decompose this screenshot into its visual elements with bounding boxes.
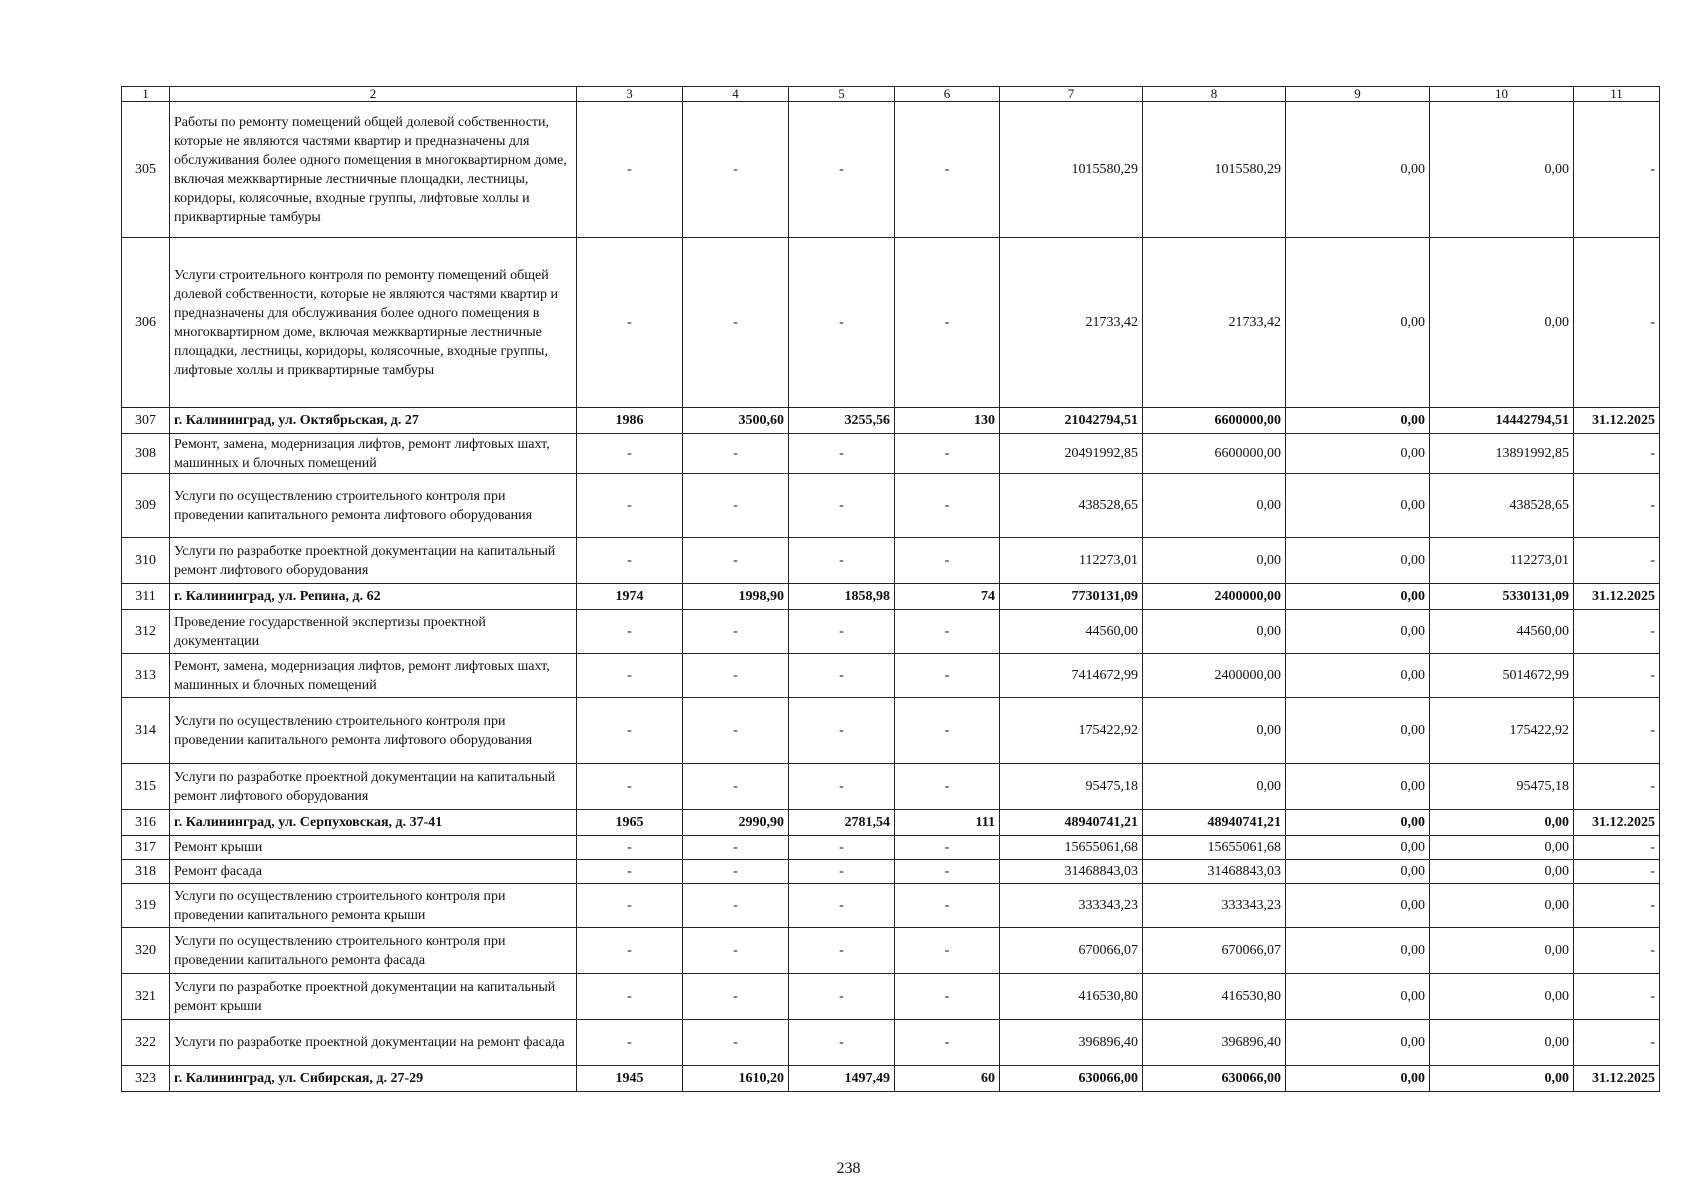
total-cost: 112273,01 <box>1000 538 1143 584</box>
completion-date: - <box>1574 764 1660 810</box>
work-description: Услуги по осуществлению строительного контроля при проведении капитального ремонта лифтового оборудования <box>170 474 577 538</box>
cost-budget: 0,00 <box>1286 538 1430 584</box>
work-description: Услуги по осуществлению строительного контроля при проведении капитального ремонта лифтового оборудования <box>170 698 577 764</box>
residents-count: - <box>895 884 1000 928</box>
row-number: 310 <box>122 538 170 584</box>
residents-count: - <box>895 974 1000 1020</box>
column-number: 7 <box>1000 87 1143 102</box>
cost-budget: 0,00 <box>1286 836 1430 860</box>
cost-fund: 15655061,68 <box>1143 836 1286 860</box>
completion-date: 31.12.2025 <box>1574 1066 1660 1092</box>
work-description: г. Калининград, ул. Октябрьская, д. 27 <box>170 408 577 434</box>
work-item-row <box>122 884 1660 928</box>
cost-other: 112273,01 <box>1430 538 1574 584</box>
living-area: - <box>789 238 895 408</box>
cost-budget: 0,00 <box>1286 810 1430 836</box>
residents-count: - <box>895 434 1000 474</box>
work-item-row <box>122 836 1660 860</box>
work-item-row <box>122 764 1660 810</box>
row-number: 323 <box>122 1066 170 1092</box>
cost-budget: 0,00 <box>1286 1066 1430 1092</box>
total-area: - <box>683 102 789 238</box>
work-description: Работы по ремонту помещений общей долевой собственности, которые не являются частями квартир и предназначены для обслуживания более одного помещения в многоквартирном доме, включая межквартирные лестничные площадки, лестницы, коридоры, колясочные, входные группы, лифтовые холлы и приквартирные тамбуры <box>170 102 577 238</box>
living-area: 3255,56 <box>789 408 895 434</box>
work-item-row <box>122 974 1660 1020</box>
living-area: 1497,49 <box>789 1066 895 1092</box>
column-number-row <box>122 87 1660 102</box>
cost-fund: 1015580,29 <box>1143 102 1286 238</box>
residents-count: - <box>895 764 1000 810</box>
work-description: Услуги по осуществлению строительного контроля при проведении капитального ремонта крыши <box>170 884 577 928</box>
row-number: 313 <box>122 654 170 698</box>
row-number: 312 <box>122 610 170 654</box>
column-number: 5 <box>789 87 895 102</box>
total-cost: 396896,40 <box>1000 1020 1143 1066</box>
cost-budget: 0,00 <box>1286 434 1430 474</box>
column-number: 11 <box>1574 87 1660 102</box>
total-cost: 7730131,09 <box>1000 584 1143 610</box>
work-description: Ремонт крыши <box>170 836 577 860</box>
residents-count: - <box>895 836 1000 860</box>
year-built: - <box>577 238 683 408</box>
work-description: Услуги по разработке проектной документации на капитальный ремонт лифтового оборудования <box>170 764 577 810</box>
cost-budget: 0,00 <box>1286 860 1430 884</box>
living-area: - <box>789 434 895 474</box>
cost-other: 5330131,09 <box>1430 584 1574 610</box>
residents-count: 130 <box>895 408 1000 434</box>
cost-other: 0,00 <box>1430 810 1574 836</box>
residents-count: - <box>895 238 1000 408</box>
total-cost: 15655061,68 <box>1000 836 1143 860</box>
work-item-row <box>122 434 1660 474</box>
cost-fund: 670066,07 <box>1143 928 1286 974</box>
column-number: 3 <box>577 87 683 102</box>
cost-fund: 6600000,00 <box>1143 408 1286 434</box>
cost-fund: 0,00 <box>1143 764 1286 810</box>
total-cost: 670066,07 <box>1000 928 1143 974</box>
total-area: - <box>683 1020 789 1066</box>
total-cost: 31468843,03 <box>1000 860 1143 884</box>
living-area: - <box>789 764 895 810</box>
work-description: Услуги по разработке проектной документации на капитальный ремонт крыши <box>170 974 577 1020</box>
cost-other: 175422,92 <box>1430 698 1574 764</box>
cost-other: 14442794,51 <box>1430 408 1574 434</box>
row-number: 321 <box>122 974 170 1020</box>
cost-fund: 416530,80 <box>1143 974 1286 1020</box>
row-number: 305 <box>122 102 170 238</box>
living-area: - <box>789 974 895 1020</box>
total-cost: 438528,65 <box>1000 474 1143 538</box>
residents-count: - <box>895 610 1000 654</box>
column-number: 8 <box>1143 87 1286 102</box>
building-row <box>122 810 1660 836</box>
row-number: 320 <box>122 928 170 974</box>
building-row <box>122 408 1660 434</box>
work-description: Услуги по разработке проектной документации на ремонт фасада <box>170 1020 577 1066</box>
total-area: - <box>683 884 789 928</box>
total-cost: 48940741,21 <box>1000 810 1143 836</box>
cost-fund: 333343,23 <box>1143 884 1286 928</box>
total-cost: 175422,92 <box>1000 698 1143 764</box>
row-number: 318 <box>122 860 170 884</box>
cost-fund: 21733,42 <box>1143 238 1286 408</box>
total-cost: 1015580,29 <box>1000 102 1143 238</box>
work-item-row <box>122 928 1660 974</box>
completion-date: - <box>1574 1020 1660 1066</box>
total-cost: 21733,42 <box>1000 238 1143 408</box>
living-area: - <box>789 698 895 764</box>
work-item-row <box>122 102 1660 238</box>
completion-date: - <box>1574 538 1660 584</box>
row-number: 311 <box>122 584 170 610</box>
cost-fund: 2400000,00 <box>1143 654 1286 698</box>
column-number: 10 <box>1430 87 1574 102</box>
row-number: 308 <box>122 434 170 474</box>
cost-other: 0,00 <box>1430 860 1574 884</box>
cost-fund: 0,00 <box>1143 538 1286 584</box>
completion-date: - <box>1574 974 1660 1020</box>
cost-budget: 0,00 <box>1286 764 1430 810</box>
living-area: - <box>789 1020 895 1066</box>
living-area: - <box>789 474 895 538</box>
completion-date: - <box>1574 434 1660 474</box>
cost-fund: 396896,40 <box>1143 1020 1286 1066</box>
column-number: 6 <box>895 87 1000 102</box>
work-description: Ремонт, замена, модернизация лифтов, ремонт лифтовых шахт, машинных и блочных помещений <box>170 434 577 474</box>
row-number: 316 <box>122 810 170 836</box>
completion-date: - <box>1574 928 1660 974</box>
cost-budget: 0,00 <box>1286 610 1430 654</box>
completion-date: - <box>1574 474 1660 538</box>
year-built: 1965 <box>577 810 683 836</box>
residents-count: - <box>895 1020 1000 1066</box>
building-row <box>122 1066 1660 1092</box>
total-cost: 44560,00 <box>1000 610 1143 654</box>
cost-budget: 0,00 <box>1286 102 1430 238</box>
completion-date: - <box>1574 860 1660 884</box>
year-built: - <box>577 698 683 764</box>
completion-date: - <box>1574 238 1660 408</box>
cost-fund: 31468843,03 <box>1143 860 1286 884</box>
column-number: 2 <box>170 87 577 102</box>
row-number: 307 <box>122 408 170 434</box>
cost-budget: 0,00 <box>1286 884 1430 928</box>
total-cost: 630066,00 <box>1000 1066 1143 1092</box>
living-area: - <box>789 836 895 860</box>
work-description: г. Калининград, ул. Репина, д. 62 <box>170 584 577 610</box>
cost-budget: 0,00 <box>1286 238 1430 408</box>
living-area: - <box>789 860 895 884</box>
total-area: 2990,90 <box>683 810 789 836</box>
total-cost: 333343,23 <box>1000 884 1143 928</box>
living-area: - <box>789 884 895 928</box>
work-description: Ремонт фасада <box>170 860 577 884</box>
cost-budget: 0,00 <box>1286 408 1430 434</box>
total-area: - <box>683 928 789 974</box>
total-cost: 416530,80 <box>1000 974 1143 1020</box>
column-number: 1 <box>122 87 170 102</box>
work-item-row <box>122 698 1660 764</box>
total-area: - <box>683 474 789 538</box>
year-built: - <box>577 764 683 810</box>
residents-count: - <box>895 860 1000 884</box>
cost-other: 0,00 <box>1430 884 1574 928</box>
work-item-row <box>122 474 1660 538</box>
row-number: 309 <box>122 474 170 538</box>
total-area: 3500,60 <box>683 408 789 434</box>
cost-budget: 0,00 <box>1286 928 1430 974</box>
total-area: - <box>683 434 789 474</box>
total-area: - <box>683 654 789 698</box>
work-item-row <box>122 238 1660 408</box>
total-area: 1998,90 <box>683 584 789 610</box>
residents-count: 60 <box>895 1066 1000 1092</box>
residents-count: 111 <box>895 810 1000 836</box>
living-area: - <box>789 102 895 238</box>
work-description: Проведение государственной экспертизы проектной документации <box>170 610 577 654</box>
building-row <box>122 584 1660 610</box>
total-area: - <box>683 538 789 584</box>
page-number: 238 <box>836 1160 861 1177</box>
completion-date: - <box>1574 654 1660 698</box>
work-item-row <box>122 610 1660 654</box>
living-area: - <box>789 538 895 584</box>
year-built: 1945 <box>577 1066 683 1092</box>
cost-budget: 0,00 <box>1286 654 1430 698</box>
living-area: - <box>789 610 895 654</box>
cost-fund: 2400000,00 <box>1143 584 1286 610</box>
cost-other: 44560,00 <box>1430 610 1574 654</box>
cost-fund: 0,00 <box>1143 610 1286 654</box>
total-area: - <box>683 974 789 1020</box>
work-description: Услуги по разработке проектной документации на капитальный ремонт лифтового оборудования <box>170 538 577 584</box>
year-built: 1974 <box>577 584 683 610</box>
cost-fund: 48940741,21 <box>1143 810 1286 836</box>
row-number: 322 <box>122 1020 170 1066</box>
work-item-row <box>122 860 1660 884</box>
year-built: - <box>577 884 683 928</box>
total-cost: 20491992,85 <box>1000 434 1143 474</box>
total-area: - <box>683 764 789 810</box>
cost-other: 0,00 <box>1430 102 1574 238</box>
row-number: 315 <box>122 764 170 810</box>
work-description: Ремонт, замена, модернизация лифтов, ремонт лифтовых шахт, машинных и блочных помещений <box>170 654 577 698</box>
cost-other: 438528,65 <box>1430 474 1574 538</box>
cost-budget: 0,00 <box>1286 698 1430 764</box>
work-description: Услуги по осуществлению строительного контроля при проведении капитального ремонта фасада <box>170 928 577 974</box>
completion-date: 31.12.2025 <box>1574 584 1660 610</box>
completion-date: 31.12.2025 <box>1574 810 1660 836</box>
cost-budget: 0,00 <box>1286 474 1430 538</box>
year-built: - <box>577 610 683 654</box>
cost-fund: 0,00 <box>1143 474 1286 538</box>
cost-fund: 0,00 <box>1143 698 1286 764</box>
work-description: г. Калининград, ул. Серпуховская, д. 37-41 <box>170 810 577 836</box>
year-built: - <box>577 102 683 238</box>
work-item-row <box>122 654 1660 698</box>
total-cost: 7414672,99 <box>1000 654 1143 698</box>
year-built: - <box>577 654 683 698</box>
year-built: - <box>577 836 683 860</box>
residents-count: 74 <box>895 584 1000 610</box>
year-built: - <box>577 474 683 538</box>
cost-other: 0,00 <box>1430 836 1574 860</box>
cost-other: 0,00 <box>1430 238 1574 408</box>
work-item-row <box>122 1020 1660 1066</box>
year-built: - <box>577 974 683 1020</box>
residents-count: - <box>895 102 1000 238</box>
living-area: 2781,54 <box>789 810 895 836</box>
year-built: - <box>577 860 683 884</box>
row-number: 319 <box>122 884 170 928</box>
year-built: - <box>577 538 683 584</box>
residents-count: - <box>895 698 1000 764</box>
total-area: - <box>683 698 789 764</box>
row-number: 317 <box>122 836 170 860</box>
cost-other: 95475,18 <box>1430 764 1574 810</box>
cost-other: 0,00 <box>1430 1066 1574 1092</box>
completion-date: - <box>1574 884 1660 928</box>
completion-date: - <box>1574 836 1660 860</box>
year-built: - <box>577 434 683 474</box>
total-area: - <box>683 238 789 408</box>
cost-budget: 0,00 <box>1286 1020 1430 1066</box>
completion-date: - <box>1574 698 1660 764</box>
residents-count: - <box>895 474 1000 538</box>
row-number: 314 <box>122 698 170 764</box>
residents-count: - <box>895 654 1000 698</box>
total-cost: 21042794,51 <box>1000 408 1143 434</box>
total-area: - <box>683 836 789 860</box>
completion-date: 31.12.2025 <box>1574 408 1660 434</box>
completion-date: - <box>1574 610 1660 654</box>
column-number: 9 <box>1286 87 1430 102</box>
cost-fund: 6600000,00 <box>1143 434 1286 474</box>
cost-budget: 0,00 <box>1286 974 1430 1020</box>
living-area: 1858,98 <box>789 584 895 610</box>
column-number: 4 <box>683 87 789 102</box>
cost-other: 13891992,85 <box>1430 434 1574 474</box>
year-built: - <box>577 928 683 974</box>
work-item-row <box>122 538 1660 584</box>
cost-other: 5014672,99 <box>1430 654 1574 698</box>
year-built: - <box>577 1020 683 1066</box>
total-area: - <box>683 860 789 884</box>
year-built: 1986 <box>577 408 683 434</box>
residents-count: - <box>895 538 1000 584</box>
cost-other: 0,00 <box>1430 1020 1574 1066</box>
cost-budget: 0,00 <box>1286 584 1430 610</box>
cost-other: 0,00 <box>1430 974 1574 1020</box>
total-cost: 95475,18 <box>1000 764 1143 810</box>
total-area: 1610,20 <box>683 1066 789 1092</box>
work-description: Услуги строительного контроля по ремонту помещений общей долевой собственности, которые не являются частями квартир и предназначены для обслуживания более одного помещения в многоквартирном доме, включая межквартирные лестничные площадки, лестницы, коридоры, колясочные, входные группы, лифтовые холлы и приквартирные тамбуры <box>170 238 577 408</box>
living-area: - <box>789 928 895 974</box>
completion-date: - <box>1574 102 1660 238</box>
work-description: г. Калининград, ул. Сибирская, д. 27-29 <box>170 1066 577 1092</box>
total-area: - <box>683 610 789 654</box>
living-area: - <box>789 654 895 698</box>
row-number: 306 <box>122 238 170 408</box>
cost-other: 0,00 <box>1430 928 1574 974</box>
cost-fund: 630066,00 <box>1143 1066 1286 1092</box>
capital-repair-table <box>121 86 1660 1092</box>
residents-count: - <box>895 928 1000 974</box>
